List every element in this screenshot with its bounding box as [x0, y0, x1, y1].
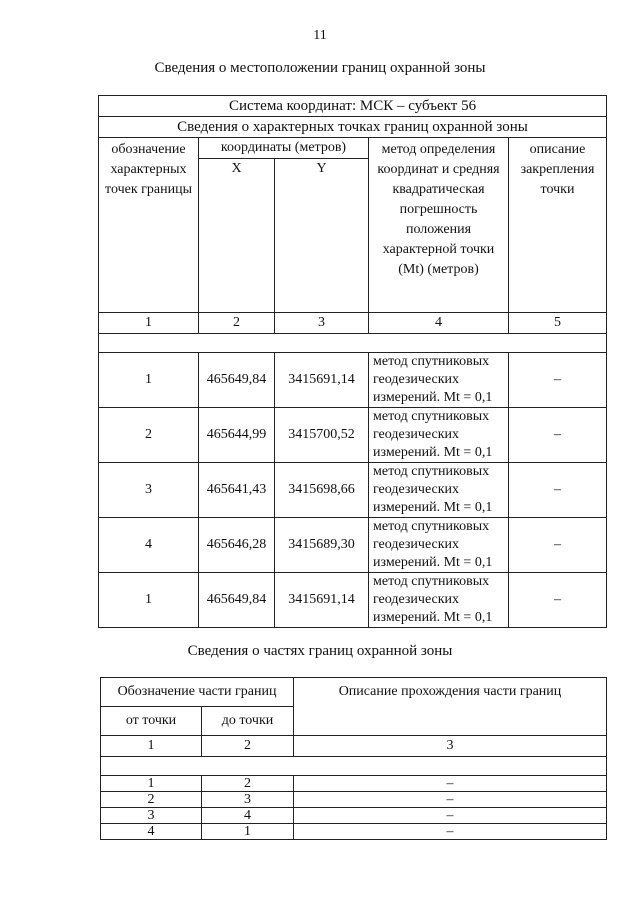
empty-row — [99, 334, 607, 353]
table-row — [101, 792, 607, 808]
empty-cell — [101, 757, 607, 776]
table-row — [101, 776, 607, 792]
y-cell: 3415691,14 — [275, 353, 369, 408]
description-cell: – — [294, 824, 607, 840]
column-number-row — [99, 313, 607, 334]
page-number: 11 — [313, 28, 327, 43]
method-cell: метод спутниковых геодезических измерений. Mt = 0,1 — [369, 408, 509, 463]
coordinate-system-header: Система координат: МСК – субъект 56 — [99, 96, 607, 117]
description-cell: – — [509, 518, 607, 573]
column-number: 3 — [294, 736, 607, 757]
x-cell: 465646,28 — [199, 518, 275, 573]
to-cell: 3 — [202, 792, 294, 808]
empty-cell — [99, 334, 607, 353]
from-point-header: от точки — [101, 707, 202, 736]
description-cell: – — [509, 463, 607, 518]
point-cell: 1 — [99, 353, 199, 408]
part-description-header: Описание прохождения части границ — [294, 678, 607, 736]
table-row — [101, 824, 607, 840]
description-cell: – — [294, 776, 607, 792]
boundary-points-table — [98, 95, 607, 628]
points-subtitle-header: Сведения о характерных точках границ охранной зоны — [99, 117, 607, 138]
method-cell: метод спутниковых геодезических измерений. Mt = 0,1 — [369, 353, 509, 408]
method-header: метод определения координат и средняя квадратическая погрешность положения характерной точки (Mt) (метров) — [369, 138, 509, 313]
table-row — [99, 353, 607, 408]
description-cell: – — [294, 792, 607, 808]
x-cell: 465649,84 — [199, 353, 275, 408]
table-row — [99, 463, 607, 518]
method-cell: метод спутниковых геодезических измерений. Mt = 0,1 — [369, 518, 509, 573]
description-cell: – — [294, 808, 607, 824]
from-cell: 3 — [101, 808, 202, 824]
table-row — [99, 518, 607, 573]
column-number: 5 — [509, 313, 607, 334]
to-point-header: до точки — [202, 707, 294, 736]
y-cell: 3415689,30 — [275, 518, 369, 573]
y-cell: 3415691,14 — [275, 573, 369, 628]
column-number: 4 — [369, 313, 509, 334]
column-number: 3 — [275, 313, 369, 334]
y-header: Y — [275, 159, 369, 313]
table-row — [101, 808, 607, 824]
method-cell: метод спутниковых геодезических измерений. Mt = 0,1 — [369, 573, 509, 628]
description-header: описание закрепления точки — [509, 138, 607, 313]
section-title-boundary-parts: Сведения о частях границ охранной зоны — [187, 643, 453, 659]
table-row — [99, 408, 607, 463]
section-title-boundaries: Сведения о местоположении границ охранной зоны — [154, 60, 486, 76]
description-cell: – — [509, 573, 607, 628]
y-cell: 3415700,52 — [275, 408, 369, 463]
to-cell: 1 — [202, 824, 294, 840]
y-cell: 3415698,66 — [275, 463, 369, 518]
table-row — [99, 573, 607, 628]
to-cell: 4 — [202, 808, 294, 824]
column-number: 1 — [99, 313, 199, 334]
column-number: 1 — [101, 736, 202, 757]
column-number: 2 — [199, 313, 275, 334]
column-number-row — [101, 736, 607, 757]
x-cell: 465641,43 — [199, 463, 275, 518]
from-cell: 1 — [101, 776, 202, 792]
x-cell: 465649,84 — [199, 573, 275, 628]
boundary-parts-table — [100, 677, 607, 840]
description-cell: – — [509, 408, 607, 463]
x-cell: 465644,99 — [199, 408, 275, 463]
x-header: X — [199, 159, 275, 313]
to-cell: 2 — [202, 776, 294, 792]
description-cell: – — [509, 353, 607, 408]
from-cell: 4 — [101, 824, 202, 840]
column-number: 2 — [202, 736, 294, 757]
point-cell: 2 — [99, 408, 199, 463]
from-cell: 2 — [101, 792, 202, 808]
point-cell: 4 — [99, 518, 199, 573]
method-cell: метод спутниковых геодезических измерений. Mt = 0,1 — [369, 463, 509, 518]
part-designation-header: Обозначение части границ — [101, 678, 294, 707]
empty-row — [101, 757, 607, 776]
point-cell: 1 — [99, 573, 199, 628]
point-cell: 3 — [99, 463, 199, 518]
designation-header: обозначение характерных точек границы — [99, 138, 199, 313]
coordinates-header: координаты (метров) — [199, 138, 369, 159]
